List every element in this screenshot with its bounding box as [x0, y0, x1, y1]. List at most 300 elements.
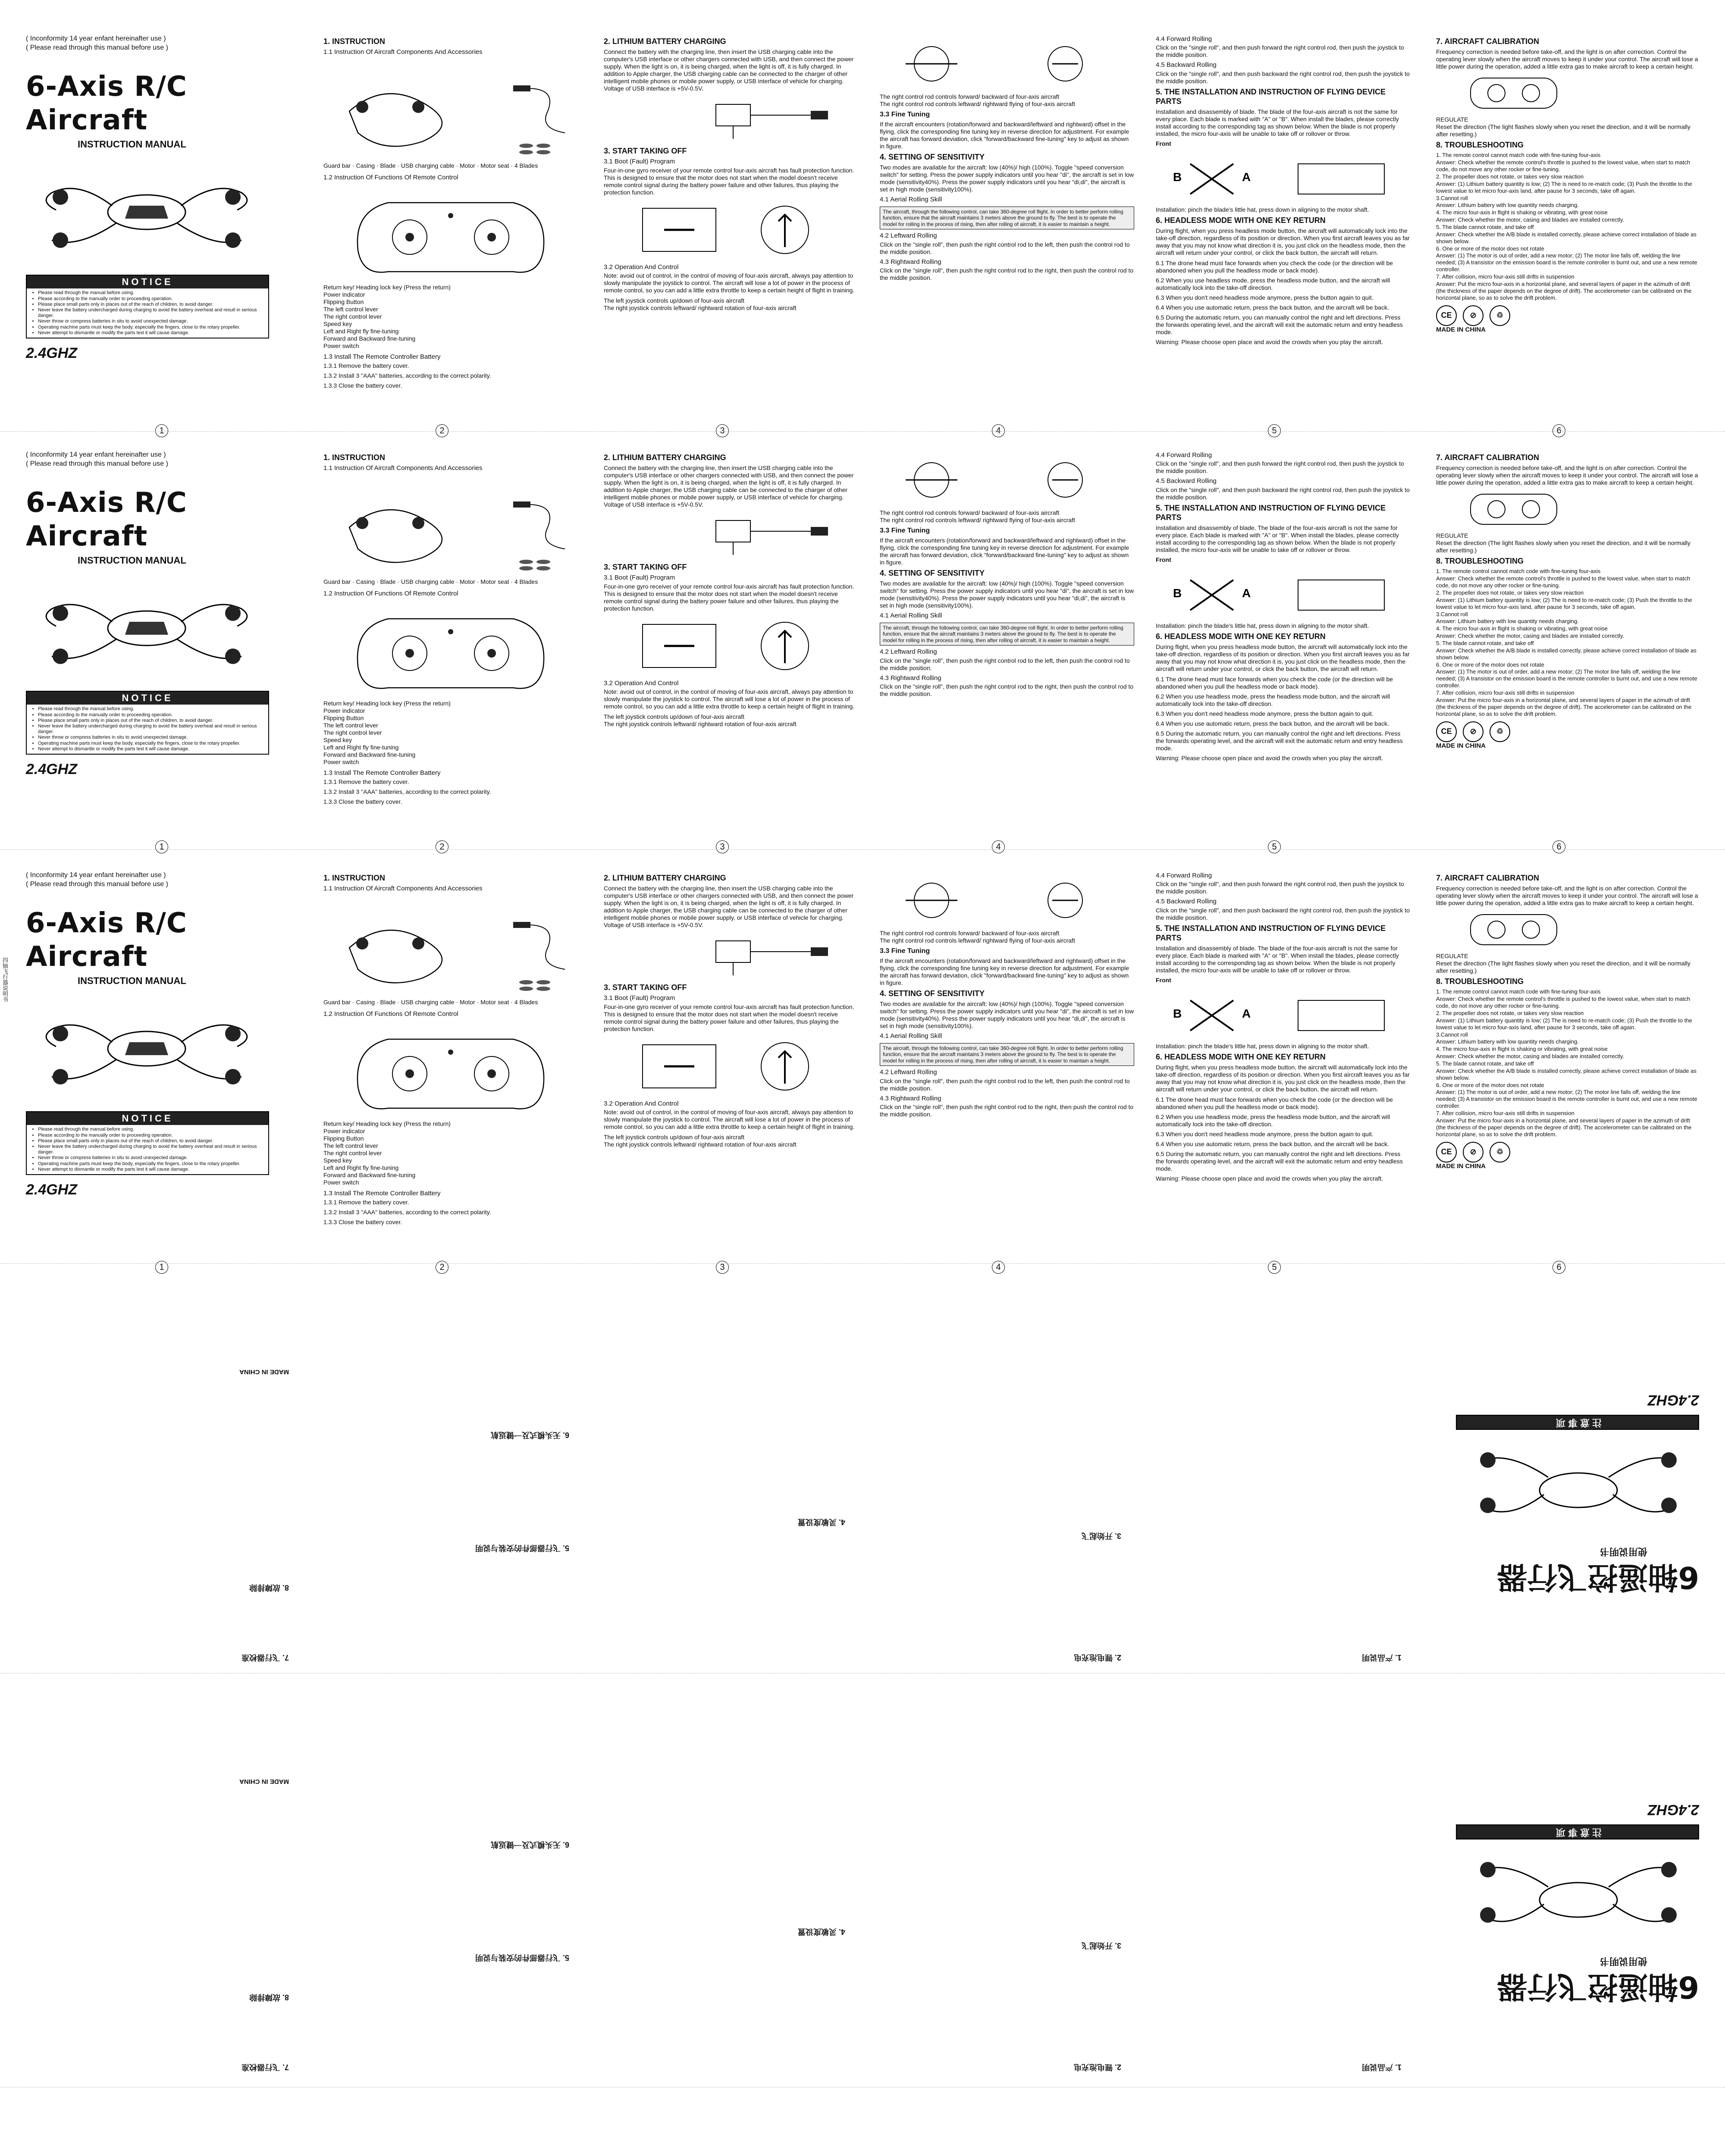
age-note	[26, 871, 298, 889]
headless-item: 6.2 When you use headless mode, press the headless mode button, and the aircraft will automatically lock into the take-off direction.	[1156, 1113, 1390, 1128]
caption-sideways: The right control rod controls leftward/ rightward flying of four-axis aircraft	[880, 517, 1075, 524]
notice-box	[26, 1111, 269, 1175]
page-number: 4	[992, 840, 1005, 853]
svg-text:A: A	[1242, 586, 1251, 600]
headless-item: 6.4 When you use automatic return, press the back button, and the aircraft will be back.	[1156, 304, 1389, 311]
page-number: 2	[436, 840, 448, 853]
notice-item: • Never attempt to dismantle or modify the parts lest it will cause damage.	[38, 1167, 265, 1172]
section-text: Installation and disassembly of blade. The blade of the four-axis aircraft is not the same for every place. Each blade is marked with "A" or "B". When install the blades, please correctly install according to the corresponding tag as shown below. When the blade is not properly installed, the micro four-axis will be unable to take off or rollover or throw.	[1156, 944, 1399, 974]
troubleshooting-item: Answer: (1) The motor is out of order, add a new motor; (2) The motor line falls off, welding the line needed; (3) A transistor on the emission board is the remote controller is burnt out, and use a new remote controller.	[1436, 252, 1697, 273]
section-heading: 6. HEADLESS MODE WITH ONE KEY RETURN	[1156, 1053, 1326, 1062]
svg-text:A: A	[1242, 170, 1251, 184]
troubleshooting-item: Answer: (1) Lithium battery quantity is low; (2) The is need to re-match code; (3) Push the throttle to the lowest value to let micro four-axis land, after pause for 3 seconds, take off again.	[1436, 596, 1692, 610]
instruction-panel	[310, 433, 591, 865]
label-casing: Casing	[356, 999, 375, 1006]
subsection-heading: 3.1 Boot (Fault) Program	[604, 994, 675, 1002]
aircraft-components-figure	[323, 896, 578, 995]
troubleshooting-item: 1. The remote control cannot match code with fine-tuning four-axis	[1436, 152, 1601, 159]
cn-panel-6	[13, 1268, 302, 1682]
troubleshooting-item: Answer: Check whether the A/B blade is installed correctly, please achieve correct installation of blade as shown below.	[1436, 647, 1697, 661]
label-motor: Motor	[460, 578, 475, 586]
certification-marks	[1436, 305, 1699, 326]
manual-sheet-english	[0, 433, 1725, 865]
section-heading: 4. SETTING OF SENSITIVITY	[880, 568, 985, 577]
section-heading: 1. INSTRUCTION	[323, 874, 386, 882]
page-number: 2	[436, 424, 448, 437]
label-motor-seat: Motor seat	[480, 578, 509, 586]
subsection-heading: 1.2 Instruction Of Functions Of Remote Control	[323, 174, 458, 182]
regulate-label: REGULATE	[1436, 532, 1468, 539]
blade-install-figure	[1156, 987, 1410, 1039]
section-heading: 8. TROUBLESHOOTING	[1436, 141, 1524, 150]
section-text: Click on the "single roll", then push the right control rod to the left, then push the control rod to the middle position.	[880, 1077, 1130, 1092]
manual-title: 6-Axis R/C Aircraft	[26, 907, 187, 973]
label-fb-trim: Forward and Backward fine-tuning	[323, 751, 416, 758]
label-power-indicator: Power indicator	[323, 1127, 365, 1134]
notice-box	[26, 691, 269, 755]
front-label: Front	[1156, 556, 1171, 564]
cn-panel-6	[13, 1677, 302, 2091]
section-text: Click on the "single roll", and then push backward the right control rod, then push the joystick to the middle position.	[1156, 70, 1410, 85]
frequency-badge: 2.4GHZ	[26, 1181, 78, 1198]
instruction-panel	[310, 17, 591, 448]
headless-item: 6.5 During the automatic return, you can manually control the right and left directions. Press the forwards operating level, and the aircraft will exit the automatic return and entry headless mode.	[1156, 1150, 1403, 1172]
age-note	[26, 451, 298, 469]
cn-panel-5	[302, 1268, 582, 1682]
notice-title: NOTICE	[27, 692, 268, 705]
headless-item: 6.2 When you use headless mode, press the headless mode button, and the aircraft will automatically lock into the take-off direction.	[1156, 276, 1390, 291]
start-sequence-figure	[604, 616, 858, 676]
no-bin-icon: ⊘	[1463, 1142, 1484, 1163]
cn-cover-panel	[1414, 1268, 1712, 1682]
page-number: 5	[1268, 1261, 1281, 1274]
regulate-caption: Reset the direction (The light flashes slowly when you reset the direction, and it will be normally after resetting.)	[1436, 960, 1690, 975]
drone-illustration	[26, 154, 267, 266]
install-step: 1.3.1 Remove the battery cover.	[323, 778, 409, 785]
page-number: 5	[1268, 840, 1281, 853]
subsection-heading: 4.3 Rightward Rolling	[880, 1094, 941, 1102]
charging-figure	[604, 512, 858, 559]
label-lr-trim: Left and Right fly fine-tuning	[323, 1164, 399, 1172]
notice-box	[26, 275, 269, 338]
troubleshooting-item: 5. The blade cannot rotate, and take off	[1436, 223, 1534, 230]
caption-left-joystick: The left joystick controls up/down of four-axis aircraft	[604, 1133, 745, 1141]
sheet-separator	[0, 431, 1725, 432]
svg-text:B: B	[1173, 170, 1182, 184]
subsection-heading: 4.1 Aerial Rolling Skill	[880, 1032, 942, 1040]
certification-marks	[1436, 1142, 1699, 1163]
notice-item: • Operating machine parts must keep the body, especially the fingers, close to the rotary propeller.	[38, 1161, 265, 1167]
installation-panel	[1143, 433, 1423, 865]
calibration-figure	[1436, 910, 1695, 949]
notice-item: • Never leave the battery undercharged during charging to avoid the battery overheat and result in serious danger.	[38, 307, 265, 319]
regulate-label: REGULATE	[1436, 116, 1468, 123]
cn-heading: 8. 故障排除	[249, 1583, 289, 1592]
subsection-heading: 4.4 Forward Rolling	[1156, 35, 1212, 43]
troubleshooting-item: Answer: Check whether the motor, casing and blades are installed correctly.	[1436, 633, 1625, 639]
ce-mark-icon: CE	[1436, 305, 1457, 326]
subsection-heading: 4.5 Backward Rolling	[1156, 898, 1217, 906]
section-text: Click on the "single roll", and then push backward the right control rod, then push the joystick to the middle position.	[1156, 906, 1410, 921]
ce-mark-icon: CE	[1436, 721, 1457, 742]
troubleshooting-item: 7. After collision, micro four-axis still drifts in suspension	[1436, 273, 1574, 280]
section-heading: 2. LITHIUM BATTERY CHARGING	[604, 37, 726, 46]
cn-made-in-china: MADE IN CHINA	[239, 1368, 289, 1376]
manual-subtitle: INSTRUCTION MANUAL	[78, 138, 186, 150]
cn-heading: 5. 飞行器部件的安装与说明	[475, 1544, 569, 1552]
remote-control-figure	[323, 185, 578, 280]
front-label: Front	[1156, 140, 1171, 147]
section-heading: 8. TROUBLESHOOTING	[1436, 557, 1524, 566]
section-text: Connect the battery with the charging line, then insert the USB charging cable into the computer's USB interface or other chargers connected with USB, and then connect the power supply. When the light is on, it is being charged, when the light is off, it is fully charged. In addition to Apple charger, the USB charging cable can be connected to the charger of other intelligent mobile phones or mobile power supply, or USB interface of vehicle for charging. Voltage of USB interface is +5V-0.5V.	[604, 884, 854, 929]
caption-left-joystick: The left joystick controls up/down of four-axis aircraft	[604, 297, 745, 304]
troubleshooting-item: Answer: Lithium battery with low quantity needs charging.	[1436, 618, 1579, 625]
install-step: 1.3.1 Remove the battery cover.	[323, 362, 409, 369]
side-note-left: 四轴飞行器说明书	[2, 957, 8, 1002]
blade-install-figure	[1156, 151, 1410, 203]
troubleshooting-item: 2. The propeller does not rotate, or takes very slow reaction	[1436, 589, 1584, 596]
install-caption: Installation: pinch the blade's little hat, press down in aligning to the motor shaft.	[1156, 622, 1369, 630]
cn-notice-title: 注意事项	[1457, 1416, 1698, 1429]
subsection-heading: 4.1 Aerial Rolling Skill	[880, 612, 942, 620]
section-text: Note: avoid out of control, in the control of moving of four-axis aircraft, always pay attention to slowly manipulate the joystick to control. The aircraft will lose a lot of power in the process of remote control, so you can add a little extra throttle to keep a certain height of flight in training.	[604, 1109, 855, 1131]
label-right-lever: The right control lever	[323, 729, 382, 736]
calibration-panel	[1423, 433, 1712, 865]
frequency-badge: 2.4GHZ	[26, 761, 78, 777]
label-motor: Motor	[460, 162, 475, 169]
manual-subtitle: INSTRUCTION MANUAL	[78, 975, 186, 986]
cn-frequency-badge: 2.4GHZ	[1647, 1391, 1699, 1408]
notice-item: • Never attempt to dismantle or modify the parts lest it will cause damage.	[38, 330, 265, 336]
label-usb-cable: USB charging cable	[401, 162, 455, 169]
aircraft-components-figure	[323, 476, 578, 575]
cn-heading: 7. 飞行器校准	[241, 1653, 289, 1662]
section-heading: 7. AIRCRAFT CALIBRATION	[1436, 874, 1539, 882]
section-heading: 7. AIRCRAFT CALIBRATION	[1436, 37, 1539, 46]
troubleshooting-item: Answer: (1) Lithium battery quantity is low; (2) The is need to re-match code; (3) Push the throttle to the lowest value to let micro four-axis land, after pause for 3 seconds, take off again.	[1436, 1017, 1692, 1031]
troubleshooting-item: 2. The propeller does not rotate, or takes very slow reaction	[1436, 1009, 1584, 1016]
cn-heading: 6. 无头模式及一键返航	[490, 1840, 569, 1849]
section-text: Frequency correction is needed before take-off, and the light is on after correction. Control the operating lever slowly when the aircraft moves to keep it under your control. The aircraft will lose a little power during the operation, added a little extra gas to make aircraft to keep a certain height.	[1436, 464, 1698, 486]
direction-figure	[880, 38, 1134, 90]
headless-item: 6.4 When you use automatic return, press the back button, and the aircraft will be back.	[1156, 1140, 1389, 1147]
label-left-lever: The left control lever	[323, 305, 378, 313]
subsection-heading: 3.1 Boot (Fault) Program	[604, 574, 675, 582]
cn-notice-box	[1456, 1824, 1699, 1839]
age-line-2: ( Please read through this manual before use )	[26, 44, 168, 51]
subsection-heading: 1.2 Instruction Of Functions Of Remote Control	[323, 590, 458, 598]
made-in-china: MADE IN CHINA	[1436, 326, 1486, 334]
blade-install-figure	[1156, 567, 1410, 619]
manual-title: 6-Axis R/C Aircraft	[26, 70, 187, 136]
troubleshooting-item: Answer: Lithium battery with low quantity needs charging.	[1436, 1038, 1579, 1045]
notice-item: • Never throw or compress batteries in situ to avoid unexpected damage.	[38, 319, 265, 324]
label-blade: Blade	[380, 578, 396, 586]
headless-item: 6.1 The drone head must face forwards when you check the code (or the direction will be abandoned when you pull the headless mode or back mode).	[1156, 675, 1393, 690]
section-text: Click on the "single roll", and then push forward the right control rod, then push the joystick to the middle position.	[1156, 44, 1404, 59]
label-blades: 4 Blades	[514, 578, 538, 586]
label-motor: Motor	[460, 999, 475, 1006]
page-number: 3	[716, 840, 729, 853]
label-return-key: Return key/ Heading lock key (Press the return)	[323, 1120, 451, 1127]
cn-drone-illustration	[1458, 1848, 1699, 1952]
page-number: 4	[992, 424, 1005, 437]
age-note	[26, 34, 298, 53]
charging-panel	[591, 17, 871, 448]
section-text: Frequency correction is needed before take-off, and the light is on after correction. Control the operating lever slowly when the aircraft moves to keep it under your control. The aircraft will lose a little power during the operation, added a little extra gas to make aircraft to keep a certain height.	[1436, 48, 1698, 70]
cn-heading: 3. 开始起飞	[1081, 1532, 1121, 1541]
notice-list	[30, 1127, 265, 1172]
section-text: Four-in-one gyro receiver of your remote control four-axis aircraft has fault protection function. This is designed to ensure that the motor does not start when the model doesn't receive remote control signal during the battery power failure and other failures, thus playing the protection function.	[604, 166, 854, 196]
section-text: Click on the "single roll", and then push backward the right control rod, then push the joystick to the middle position.	[1156, 486, 1410, 501]
label-casing: Casing	[356, 578, 375, 586]
section-text: Click on the "single roll", then push the right control rod to the left, then push the control rod to the middle position.	[880, 657, 1130, 671]
front-label: Front	[1156, 977, 1171, 984]
warning-text: Warning: Please choose open place and avoid the crowds when you play the aircraft.	[1156, 755, 1383, 762]
svg-text:B: B	[1173, 586, 1182, 600]
cn-panel-5	[302, 2091, 582, 2156]
cn-heading: 6. 无头模式及一键返航	[490, 1431, 569, 1440]
section-text: Connect the battery with the charging line, then insert the USB charging cable into the computer's USB interface or other chargers connected with USB, and then connect the power supply. When the light is on, it is being charged, when the light is off, it is fully charged. In addition to Apple charger, the USB charging cable can be connected to the charger of other intelligent mobile phones or mobile power supply, or USB interface of vehicle for charging. Voltage of USB interface is +5V-0.5V.	[604, 464, 854, 508]
section-text: Four-in-one gyro receiver of your remote control four-axis aircraft has fault protection function. This is designed to ensure that the motor does not start when the model doesn't receive remote control signal during the battery power failure and other failures, thus playing the protection function.	[604, 1003, 854, 1032]
label-guard-bar: Guard bar	[323, 999, 351, 1006]
headless-item: 6.3 When you don't need headless mode anymore, press the button again to quit.	[1156, 1130, 1374, 1138]
section-heading: 7. AIRCRAFT CALIBRATION	[1436, 453, 1539, 462]
cn-title: 6轴遥控飞行器	[1497, 1560, 1699, 1595]
section-text: Click on the "single roll", then push the right control rod to the left, then push the control rod to the middle position.	[880, 241, 1130, 255]
page-number: 6	[1552, 1261, 1565, 1274]
section-heading: 6. HEADLESS MODE WITH ONE KEY RETURN	[1156, 216, 1326, 225]
section-text: Click on the "single roll", then push the right control rod to the right, then push the control rod to the middle position.	[880, 1103, 1134, 1118]
subsection-heading: 4.2 Leftward Rolling	[880, 1069, 937, 1076]
notice-item: • Please place small parts only in places out of the reach of children, to avoid danger.	[38, 302, 265, 307]
headless-item: 6.1 The drone head must face forwards when you check the code (or the direction will be abandoned when you pull the headless mode or back mode).	[1156, 1096, 1393, 1110]
troubleshooting-item: 6. One or more of the motor does not rotate	[1436, 1081, 1544, 1088]
cn-drone-illustration	[1458, 1438, 1699, 1542]
section-text: If the aircraft encounters (rotation/forward and backward/leftward and rightward) offset in the flying, click the corresponding fine tuning key in reverse direction for adjustment. For example the aircraft has forward deviation, click "forward/backward fine-tuning" key to adjust as shown in figure.	[880, 957, 1129, 986]
sheet-separator	[0, 849, 1725, 850]
section-text: Four-in-one gyro receiver of your remote control four-axis aircraft has fault protection function. This is designed to ensure that the motor does not start when the model doesn't receive remote control signal during the battery power failure and other failures, thus playing the protection function.	[604, 583, 854, 612]
subsection-heading: 3.2 Operation And Control	[604, 1100, 679, 1107]
rolling-warning: The aircraft, through the following control, can take 360-degree roll flight. In order to better perform rolling function, ensure that the aircraft maintains 3 meters above the ground to fly. The best is to operate the model for rolling in the process of rising, then after rolling of aircraft, it is easier to maintain a height.	[880, 207, 1134, 230]
headless-item: 6.3 When you don't need headless mode anymore, press the button again to quit.	[1156, 710, 1374, 717]
label-motor-seat: Motor seat	[480, 999, 509, 1006]
drone-illustration	[26, 990, 267, 1103]
label-fb-trim: Forward and Backward fine-tuning	[323, 1172, 416, 1179]
rc-labels	[323, 1120, 578, 1187]
section-heading: 5. THE INSTALLATION AND INSTRUCTION OF FLYING DEVICE PARTS	[1156, 924, 1386, 942]
remote-control-figure	[323, 602, 578, 696]
notice-item: • Never leave the battery undercharged during charging to avoid the battery overheat and result in serious danger.	[38, 1144, 265, 1155]
manual-sheet-english	[0, 854, 1725, 1285]
component-labels: Guard bar · Casing · Blade · USB charging cable · Motor · Motor seat · 4 Blades	[323, 999, 538, 1006]
manual-subtitle: INSTRUCTION MANUAL	[78, 555, 186, 566]
troubleshooting-item: 6. One or more of the motor does not rotate	[1436, 661, 1544, 668]
notice-list	[30, 290, 265, 336]
caption-left-joystick: The left joystick controls up/down of four-axis aircraft	[604, 713, 745, 720]
start-sequence-figure	[604, 200, 858, 260]
label-left-lever: The left control lever	[323, 721, 378, 729]
notice-item: • Please according to the manually order to proceeding operation.	[38, 712, 265, 718]
troubleshooting-item: 1. The remote control cannot match code with fine-tuning four-axis	[1436, 568, 1601, 575]
notice-title: NOTICE	[27, 1112, 268, 1125]
troubleshooting-item: Answer: (1) Lithium battery quantity is low; (2) The is need to re-match code; (3) Push the throttle to the lowest value to let micro four-axis land, after pause for 3 seconds, take off again.	[1436, 180, 1692, 194]
section-text: Click on the "single roll", and then push forward the right control rod, then push the joystick to the middle position.	[1156, 881, 1404, 895]
label-right-lever: The right control lever	[323, 313, 382, 320]
section-text: Two modes are available for the aircraft: low (40%)/ high (100%). Toggle "speed conversion switch" for setting. Press the power supply indicators until you hear "di", the aircraft is set in low mode (sensitivity40%). Press the power supply indicators until you hear "di,di", the aircraft is set in high mode (sensitivity100%).	[880, 580, 1134, 609]
ce-mark-icon: CE	[1436, 1142, 1457, 1163]
notice-item: • Please according to the manually order to proceeding operation.	[38, 296, 265, 302]
subsection-heading: 1.1 Instruction Of Aircraft Components And Accessories	[323, 48, 483, 56]
label-power-switch: Power switch	[323, 342, 359, 350]
notice-item: • Please place small parts only in places out of the reach of children, to avoid danger.	[38, 718, 265, 724]
regulate-caption: Reset the direction (The light flashes slowly when you reset the direction, and it will be normally after resetting.)	[1436, 123, 1690, 138]
label-flipping-button: Flipping Button	[323, 298, 364, 305]
label-motor-seat: Motor seat	[480, 162, 509, 169]
install-step: 1.3.3 Close the battery cover.	[323, 382, 402, 389]
troubleshooting-item: Answer: (1) The motor is out of order, add a new motor; (2) The motor line falls off, welding the line needed; (3) A transistor on the emission board is the remote controller is burnt out, and use a new remote controller.	[1436, 668, 1697, 689]
subsection-heading: 4.3 Rightward Rolling	[880, 674, 941, 682]
troubleshooting-item: Answer: Put the micro four-axis in a horizontal plane, and several layers of paper in the azimuth of drift (the thickness of the paper depends on the degree of drift). The accelerometer can be calibrated on the horizontal plane, so as to solve the drift problem.	[1436, 1117, 1692, 1138]
notice-title: NOTICE	[27, 276, 268, 289]
installation-panel	[1143, 17, 1423, 448]
notice-item: • Please according to the manually order to proceeding operation.	[38, 1133, 265, 1138]
troubleshooting-item: 7. After collision, micro four-axis still drifts in suspension	[1436, 1109, 1574, 1116]
age-line-1: ( Inconformity 14 year enfant hereinafter use )	[26, 35, 166, 42]
caption-right-joystick: The right joystick controls leftward/ rightward rotation of four-axis aircraft	[604, 1141, 797, 1148]
subsection-heading: 4.5 Backward Rolling	[1156, 477, 1217, 485]
headless-item: 6.4 When you use automatic return, press the back button, and the aircraft will be back.	[1156, 720, 1389, 727]
subsection-heading: 4.2 Leftward Rolling	[880, 648, 937, 656]
recycle-icon: ♲	[1490, 1142, 1510, 1163]
label-guard-bar: Guard bar	[323, 578, 351, 586]
notice-item: • Never attempt to dismantle or modify the parts lest it will cause damage.	[38, 746, 265, 752]
cn-panel-3	[854, 1268, 1134, 1682]
troubleshooting-item: 5. The blade cannot rotate, and take off	[1436, 1060, 1534, 1067]
page-number: 5	[1268, 424, 1281, 437]
section-text: During flight, when you press headless mode button, the aircraft will automatically lock into the take-off direction, regardless of its position or direction. When you first aircraft leaves you as far away that you may not know what direction it is, you just click on the headless mode, then the aircraft will return under your control, or click the back button, the aircraft will return.	[1156, 1064, 1410, 1093]
headless-item: 6.2 When you use headless mode, press the headless mode button, and the aircraft will automatically lock into the take-off direction.	[1156, 693, 1390, 707]
cn-heading: 3. 开始起飞	[1081, 1941, 1121, 1950]
sheet-separator	[0, 1263, 1725, 1264]
troubleshooting-item: 6. One or more of the motor does not rotate	[1436, 245, 1544, 252]
troubleshooting-item: Answer: Check whether the remote control's throttle is pushed to the lowest value, when start to match code, do not move any other rocker or fine-tuning.	[1436, 575, 1690, 589]
section-heading: 4. SETTING OF SENSITIVITY	[880, 989, 985, 998]
subsection-heading: 1.3 Install The Remote Controller Battery	[323, 353, 441, 361]
age-line-1: ( Inconformity 14 year enfant hereinafter use )	[26, 451, 166, 458]
section-text: Note: avoid out of control, in the control of moving of four-axis aircraft, always pay attention to slowly manipulate the joystick to control. The aircraft will lose a lot of power in the process of remote control, so you can add a little extra throttle to keep a certain height of flight in training.	[604, 272, 855, 294]
troubleshooting-item: Answer: (1) The motor is out of order, add a new motor; (2) The motor line falls off, welding the line needed; (3) A transistor on the emission board is the remote controller is burnt out, and use a new remote controller.	[1436, 1089, 1697, 1109]
page-number: 1	[155, 1261, 168, 1274]
svg-text:B: B	[1173, 1007, 1182, 1021]
cn-heading: 1. 产品说明	[1361, 1653, 1402, 1662]
troubleshooting-item: 4. The micro four-axis in flight is shaking or vibrating, with great noise	[1436, 209, 1608, 216]
page-number: 3	[716, 1261, 729, 1274]
cn-heading: 8. 故障排除	[249, 1993, 289, 2002]
subsection-heading: 4.5 Backward Rolling	[1156, 61, 1217, 69]
troubleshooting-item: Answer: Put the micro four-axis in a horizontal plane, and several layers of paper in the azimuth of drift (the thickness of the paper depends on the degree of drift). The accelerometer can be calibrated on the horizontal plane, so as to solve the drift problem.	[1436, 280, 1692, 301]
rolling-warning: The aircraft, through the following control, can take 360-degree roll flight. In order to better perform rolling function, ensure that the aircraft maintains 3 meters above the ground to fly. The best is to operate the model for rolling in the process of rising, then after rolling of aircraft, it is easier to maintain a height.	[880, 623, 1134, 646]
direction-figure	[880, 454, 1134, 506]
cn-cover-panel	[1414, 2091, 1712, 2156]
sensitivity-panel	[867, 17, 1147, 448]
troubleshooting-item: Answer: Check whether the A/B blade is installed correctly, please achieve correct installation of blade as shown below.	[1436, 231, 1697, 244]
troubleshooting-item: Answer: Lithium battery with low quantity needs charging.	[1436, 202, 1579, 209]
subsection-heading: 4.1 Aerial Rolling Skill	[880, 196, 942, 204]
drone-illustration	[26, 570, 267, 682]
install-step: 1.3.1 Remove the battery cover.	[323, 1198, 409, 1206]
manual-sheet-english	[0, 17, 1725, 448]
charging-figure	[604, 932, 858, 980]
cn-heading: 1. 产品说明	[1361, 2063, 1402, 2071]
section-text: Installation and disassembly of blade. The blade of the four-axis aircraft is not the same for every place. Each blade is marked with "A" or "B". When install the blades, please correctly install according to the corresponding tag as shown below. When the blade is not properly installed, the micro four-axis will be unable to take off or rollover or throw.	[1156, 108, 1399, 138]
section-text: If the aircraft encounters (rotation/forward and backward/leftward and rightward) offset in the flying, click the corresponding fine tuning key in reverse direction for adjustment. For example the aircraft has forward deviation, click "forward/backward fine-tuning" key to adjust as shown in figure.	[880, 536, 1129, 566]
headless-item: 6.5 During the automatic return, you can manually control the right and left directions. Press the forwards operating level, and the aircraft will exit the automatic return and entry headless mode.	[1156, 314, 1403, 336]
label-guard-bar: Guard bar	[323, 162, 351, 169]
section-text: If the aircraft encounters (rotation/forward and backward/leftward and rightward) offset in the flying, click the corresponding fine tuning key in reverse direction for adjustment. For example the aircraft has forward deviation, click "forward/backward fine-tuning" key to adjust as shown in figure.	[880, 120, 1129, 150]
troubleshooting-item: Answer: Check whether the remote control's throttle is pushed to the lowest value, when start to match code, do not move any other rocker or fine-tuning.	[1436, 159, 1690, 173]
page-number: 6	[1552, 840, 1565, 853]
cn-panel-3	[854, 1677, 1134, 2091]
install-caption: Installation: pinch the blade's little hat, press down in aligning to the motor shaft.	[1156, 1043, 1369, 1050]
troubleshooting-item: Answer: Check whether the remote control's throttle is pushed to the lowest value, when start to match code, do not move any other rocker or fine-tuning.	[1436, 996, 1690, 1009]
label-power-indicator: Power indicator	[323, 707, 365, 714]
label-return-key: Return key/ Heading lock key (Press the return)	[323, 283, 451, 291]
made-in-china: MADE IN CHINA	[1436, 742, 1486, 750]
troubleshooting-item: Answer: Put the micro four-axis in a horizontal plane, and several layers of paper in the azimuth of drift (the thickness of the paper depends on the degree of drift). The accelerometer can be calibrated on the horizontal plane, so as to solve the drift problem.	[1436, 696, 1692, 717]
caption-sideways: The right control rod controls leftward/ rightward flying of four-axis aircraft	[880, 100, 1075, 108]
page-number: 3	[716, 424, 729, 437]
headless-item: 6.3 When you don't need headless mode anymore, press the button again to quit.	[1156, 294, 1374, 301]
made-in-china: MADE IN CHINA	[1436, 1163, 1486, 1170]
troubleshooting-item: 1. The remote control cannot match code with fine-tuning four-axis	[1436, 988, 1601, 995]
label-speed-key: Speed key	[323, 320, 352, 328]
age-line-1: ( Inconformity 14 year enfant hereinafter use )	[26, 871, 166, 879]
cn-title: 6轴遥控飞行器	[1497, 1969, 1699, 2005]
section-text: Two modes are available for the aircraft: low (40%)/ high (100%). Toggle "speed conversion switch" for setting. Press the power supply indicators until you hear "di", the aircraft is set in low mode (sensitivity40%). Press the power supply indicators until you hear "di,di", the aircraft is set in high mode (sensitivity100%).	[880, 1000, 1134, 1030]
sensitivity-panel	[867, 854, 1147, 1285]
notice-item: • Please place small parts only in places out of the reach of children, to avoid danger.	[38, 1138, 265, 1144]
install-caption: Installation: pinch the blade's little hat, press down in aligning to the motor shaft.	[1156, 206, 1369, 213]
cn-heading: 5. 飞行器部件的安装与说明	[475, 1953, 569, 1962]
start-sequence-figure	[604, 1036, 858, 1097]
cn-panel-4	[578, 1268, 858, 1682]
notice-item: • Never throw or compress batteries in situ to avoid unexpected damage.	[38, 735, 265, 740]
label-speed-key: Speed key	[323, 1157, 352, 1164]
cn-panel-2	[1134, 1677, 1414, 2091]
age-line-2: ( Please read through this manual before use )	[26, 460, 168, 467]
rc-labels	[323, 700, 578, 766]
label-power-switch: Power switch	[323, 758, 359, 766]
label-lr-trim: Left and Right fly fine-tuning	[323, 328, 399, 335]
cn-subtitle: 使用说明书	[1600, 1546, 1647, 1557]
label-blades: 4 Blades	[514, 999, 538, 1006]
label-blade: Blade	[380, 162, 396, 169]
page-number: 1	[155, 424, 168, 437]
install-step: 1.3.2 Install 3 "AAA" batteries, according to the correct polarity.	[323, 1208, 491, 1216]
cn-panel-4	[578, 1677, 858, 2091]
warning-text: Warning: Please choose open place and avoid the crowds when you play the aircraft.	[1156, 338, 1383, 346]
headless-item: 6.1 The drone head must face forwards when you check the code (or the direction will be abandoned when you pull the headless mode or back mode).	[1156, 259, 1393, 274]
section-text: Click on the "single roll", then push the right control rod to the right, then push the control rod to the middle position.	[880, 683, 1134, 698]
install-step: 1.3.2 Install 3 "AAA" batteries, according to the correct polarity.	[323, 372, 491, 379]
notice-item: • Please read through the manual before using.	[38, 706, 265, 712]
instruction-panel	[310, 854, 591, 1285]
cn-notice-title: 注意事项	[1457, 1825, 1698, 1839]
remote-control-figure	[323, 1022, 578, 1117]
caption-right-joystick: The right joystick controls leftward/ rightward rotation of four-axis aircraft	[604, 304, 797, 311]
troubleshooting-item: Answer: Check whether the A/B blade is installed correctly, please achieve correct installation of blade as shown below.	[1436, 1067, 1697, 1081]
